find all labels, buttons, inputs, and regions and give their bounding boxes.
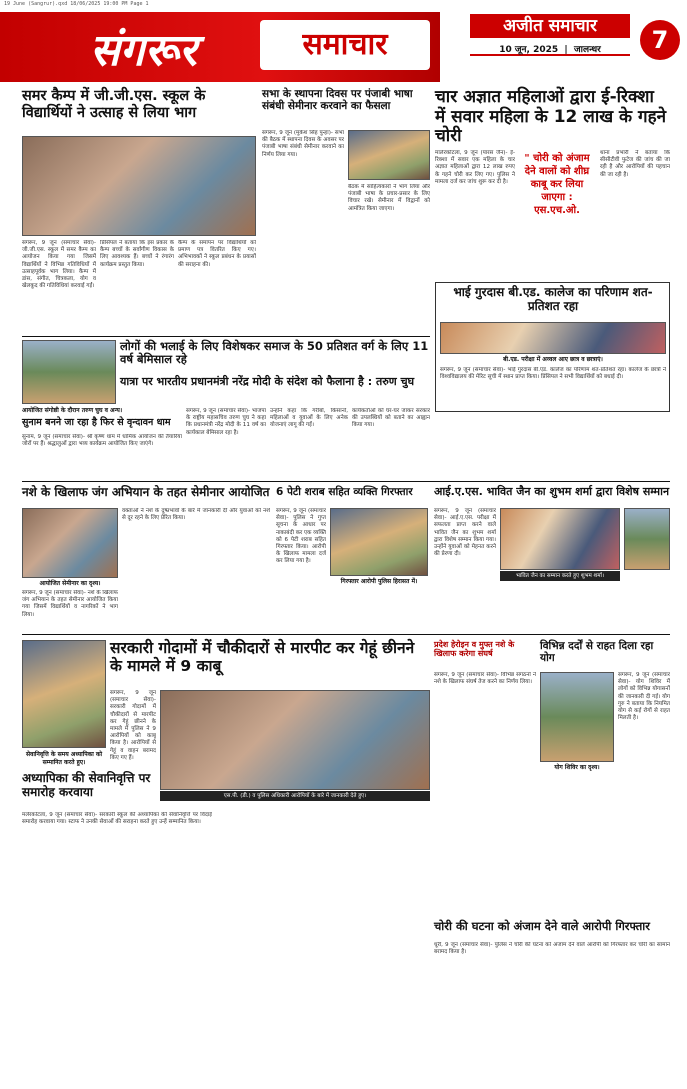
story-11-headline: अध्यापिका की सेवानिवृत्ति पर समारोह करवाया <box>22 771 151 799</box>
masthead-right <box>440 12 687 82</box>
story-5-body-a: संगरूर, 9 जून (समाचार सेवा)- भाजपा के राष्ट्रीय महासचिव तरुण चुघ ने कहा कि प्रधानमंत्री नरेंद्र मोदी के 11 वर्ष का कार्यकाल बेमिसाल रहा है। <box>186 408 266 436</box>
story-2-body-a: संगरूर, 9 जून (मुकेश सिंह पुन्हा)- सभा की बैठक में स्थापना दिवस के अवसर पर पंजाबी भाषा संबंधी सेमीनार करवाने का निर्णय लिया गया। <box>262 130 344 158</box>
story-9-caption: भावित जैन का सम्मान करते हुए शुभम शर्मा। <box>500 571 620 581</box>
story-13-photo <box>540 672 614 762</box>
story-4-headline: भाई गुरदास बी.एड. कालेज का परिणाम शत-प्रतिशत रहा <box>453 285 653 313</box>
story-2-photo <box>348 130 430 180</box>
story-1-photo <box>22 136 256 236</box>
story-8-headline: 6 पेटी शराब सहित व्यक्ति गिरफ्तार <box>276 486 413 498</box>
story-11-body: मलेरकोटला, 9 जून (समाचार सेवा)- सरकारी स्कूल की अध्यापिका की सेवानिवृत्ति पर विदाई समारोह करवाया गया। स्टाफ ने उनकी सेवाओं की सराहना करते हुए उन्हें सम्मानित किया। <box>22 812 212 826</box>
story-3-body-b: थाना प्रभारी ने बताया कि सीसीटीवी फुटेज की जांच की जा रही है और आरोपियों की पहचान की जा रही है। <box>600 150 670 178</box>
story-8-body: संगरूर, 9 जून (समाचार सेवा)- पुलिस ने गुप्त सूचना के आधार पर नाकाबंदी कर एक व्यक्ति को 6 पेटी शराब सहित गिरफ्तार किया। आरोपी के खिलाफ मामला दर्ज कर लिया गया है। <box>276 508 326 565</box>
story-12-headline: प्रदेश हेरोइन व मुफ्त नशे के खिलाफ करेगा संघर्ष <box>434 640 515 659</box>
story-10-body: संगरूर, 9 जून (समाचार सेवा)- सरकारी गोदामों में चौकीदारों से मारपीट कर गेहूं छीनने के मामले में पुलिस ने 9 आरोपियों को काबू किया है। आरोपियों से गेहूं व वाहन बरामद किए गए हैं। <box>110 690 156 761</box>
story-1-body-b: प्रिंसिपल ने बताया कि इस प्रकार के कैम्प बच्चों के सर्वांगीण विकास के लिए आवश्यक हैं। बच्चों ने रंगारंग कार्यक्रम प्रस्तुत किया। <box>100 240 174 268</box>
story-1-body-c: कैम्प के समापन पर विद्यार्थियों को प्रमाण पत्र वितरित किए गए। अभिभावकों ने स्कूल प्रबंधन के प्रयासों की सराहना की। <box>178 240 256 268</box>
newspaper-name: अजीत समाचार <box>470 14 630 38</box>
story-13-caption: योग शिविर का दृश्य। <box>540 763 614 772</box>
issue-date: 10 जून, 2025 <box>499 45 559 55</box>
masthead-banner <box>0 12 440 82</box>
story-5-photo <box>22 340 116 404</box>
divider <box>22 634 670 635</box>
story-6-body: सुनाम, 9 जून (समाचार सेवा)- श्री कृष्ण धाम में धार्मिक आयोजन की तैयारियां जोरों पर हैं। श्रद्धालुओं द्वारा भव्य कार्यक्रम आयोजित किए जाएंगे। <box>22 434 182 448</box>
story-8-caption: गिरफ्तार आरोपी पुलिस हिरासत में। <box>330 577 428 586</box>
story-7-headline: नशे के खिलाफ जंग अभियान के तहत सेमीनार आयोजित <box>22 485 270 499</box>
story-4-caption: बी.एड. परीक्षा में अव्वल आए छात्र व छात्राएं। <box>440 355 666 365</box>
story-11-photo <box>22 640 106 748</box>
story-12-body: संगरूर, 9 जून (समाचार सेवा)- विभिन्न संगठनों ने नशे के खिलाफ संघर्ष तेज करने का निर्णय लिया। <box>434 672 536 686</box>
divider <box>22 336 430 337</box>
story-6-headline: सुनाम बनने जा रहा है फिर से वृन्दावन धाम <box>22 417 171 428</box>
story-9-portrait <box>624 508 670 570</box>
story-7-photo <box>22 508 118 578</box>
dateline: 10 जून, 2025 | जालन्धर <box>470 42 630 56</box>
story-9-body: संगरूर, 9 जून (समाचार सेवा)- आई.ए.एस. परीक्षा में सफलता प्राप्त करने वाले भावित जैन का शुभम शर्मा द्वारा विशेष सम्मान किया गया। उन्होंने युवाओं को मेहनत करने की प्रेरणा दी। <box>434 508 496 558</box>
story-7-body-b: वक्ताओं ने नशे के दुष्प्रभावों के बारे में जानकारी दी और युवाओं को नशे से दूर रहने के लिए प्रेरित किया। <box>122 508 270 522</box>
story-10-caption: एस.पी. (डी.) व पुलिस अधिकारी आरोपियों के बारे में जानकारी देते हुए। <box>160 791 430 801</box>
story-5-body-c: कार्यकर्ताओं को घर-घर जाकर सरकार की उपलब्धियों को बताने का आह्वान किया गया। <box>352 408 430 429</box>
story-14-headline: चोरी की घटना को अंजाम देने वाले आरोपी गिरफ्तार <box>434 919 650 933</box>
story-8-photo <box>330 508 428 576</box>
story-4-body: संगरूर, 9 जून (समाचार सेवा)- भाई गुरदास बी.एड. कालेज का परिणाम शत-प्रतिशत रहा। कालेज के छात्रों ने विश्वविद्यालय की मेरिट सूची में स्थान प्राप्त किया। प्रिंसिपल ने सभी विद्यार्थियों को बधाई दी। <box>440 367 666 381</box>
story-2-headline: सभा के स्थापना दिवस पर पंजाबी भाषा संबंधी सेमीनार करवाने का फैसला <box>262 88 413 113</box>
story-5-body-b: उन्होंने कहा कि गरीबों, किसानों, महिलाओं व युवाओं के लिए अनेक योजनाएं लागू की गईं। <box>270 408 348 429</box>
story-5-caption: आयोजित संगोष्ठी के दौरान तरुण चुघ व अन्य। <box>22 406 182 415</box>
print-meta-line: 19 June (Sangrur).qxd 18/06/2025 19:00 PM Page 1 <box>4 1 149 7</box>
story-5-subheadline: यात्रा पर भारतीय प्रधानमंत्री नरेंद्र मोदी के संदेश को फैलाना है : तरुण चुघ <box>120 375 415 388</box>
section-title: संगरूर <box>90 25 197 76</box>
issue-city: जालन्धर <box>573 45 601 55</box>
story-7-caption: आयोजित सेमीनार का दृश्य। <box>22 579 118 588</box>
page-number: 7 <box>640 20 680 60</box>
story-10-headline: सरकारी गोदामों में चौकीदारों से मारपीट कर गेहूं छीनने के मामले में 9 काबू <box>110 639 415 675</box>
story-9-headline: आई.ए.एस. भावित जैन का शुभम शर्मा द्वारा विशेष सम्मान <box>434 485 670 498</box>
story-1-headline: समर कैम्प में जी.जी.एस. स्कूल के विद्यार्थियों ने उत्साह से लिया भाग <box>22 88 206 121</box>
story-13-headline: विभिन्न दर्दों से राहत दिला रहा योग <box>540 640 654 665</box>
story-1-body-a: संगरूर, 9 जून (समाचार सेवा)- जी.जी.एस. स्कूल में समर कैम्प का आयोजन किया गया जिसमें विद्यार्थियों ने विभिन्न गतिविधियों में उत्साहपूर्वक भाग लिया। कैम्प में डांस, संगीत, चित्रकला, योग व खेलकूद की गतिविधियां करवाई गईं। <box>22 240 96 290</box>
story-11-caption: सेवानिवृत्ति के समय अध्यापिका को सम्मानित करते हुए। <box>22 750 106 768</box>
story-3-headline: चार अज्ञात महिलाओं द्वारा ई-रिक्शा में सवार महिला के 12 लाख के गहने चोरी <box>435 87 667 147</box>
story-7-body-a: संगरूर, 9 जून (समाचार सेवा)- नशे के खिलाफ जंग अभियान के तहत सेमीनार आयोजित किया गया जिसमें विद्यार्थियों व नागरिकों ने भाग लिया। <box>22 590 118 618</box>
story-3-pullquote: " चोरी को अंजाम देने वालों को शीघ्र काबू कर लिया जाएगा : एस.एच.ओ. <box>524 153 590 216</box>
divider <box>22 481 670 482</box>
story-14-body: धूरी, 9 जून (समाचार सेवा)- पुलिस ने चोरी की घटना को अंजाम देने वाले आरोपी को गिरफ्तार कर चोरी का सामान बरामद किया है। <box>434 942 670 956</box>
story-9-photo <box>500 508 620 570</box>
masthead <box>0 12 687 82</box>
story-5-headline: लोगों की भलाई के लिए विशेषकर समाज के 50 प्रतिशत वर्ग के लिए 11 वर्ष बेमिसाल रहे <box>120 339 429 367</box>
story-2-body-b: बैठक में साहित्यकारों ने भाग लिया और पंजाबी भाषा के प्रचार-प्रसार के लिए विचार रखे। सेमीनार में विद्वानों को आमंत्रित किया जाएगा। <box>348 184 430 212</box>
story-10-photo <box>160 690 430 790</box>
section-subtitle: समाचार <box>260 20 430 70</box>
story-4-photo <box>440 322 666 354</box>
story-3-body-a: मालेरकोटला, 9 जून (पारस जैन)- ई-रिक्शा में सवार एक महिला के चार अज्ञात महिलाओं द्वारा 12 लाख रुपए के गहने चोरी कर लिए गए। पुलिस ने मामला दर्ज कर जांच शुरू कर दी है। <box>435 150 515 185</box>
story-13-body: संगरूर, 9 जून (समाचार सेवा)- योग शिविर में लोगों को विभिन्न योगासनों की जानकारी दी गई। योग गुरु ने बताया कि नियमित योग से कई रोगों से राहत मिलती है। <box>618 672 670 722</box>
